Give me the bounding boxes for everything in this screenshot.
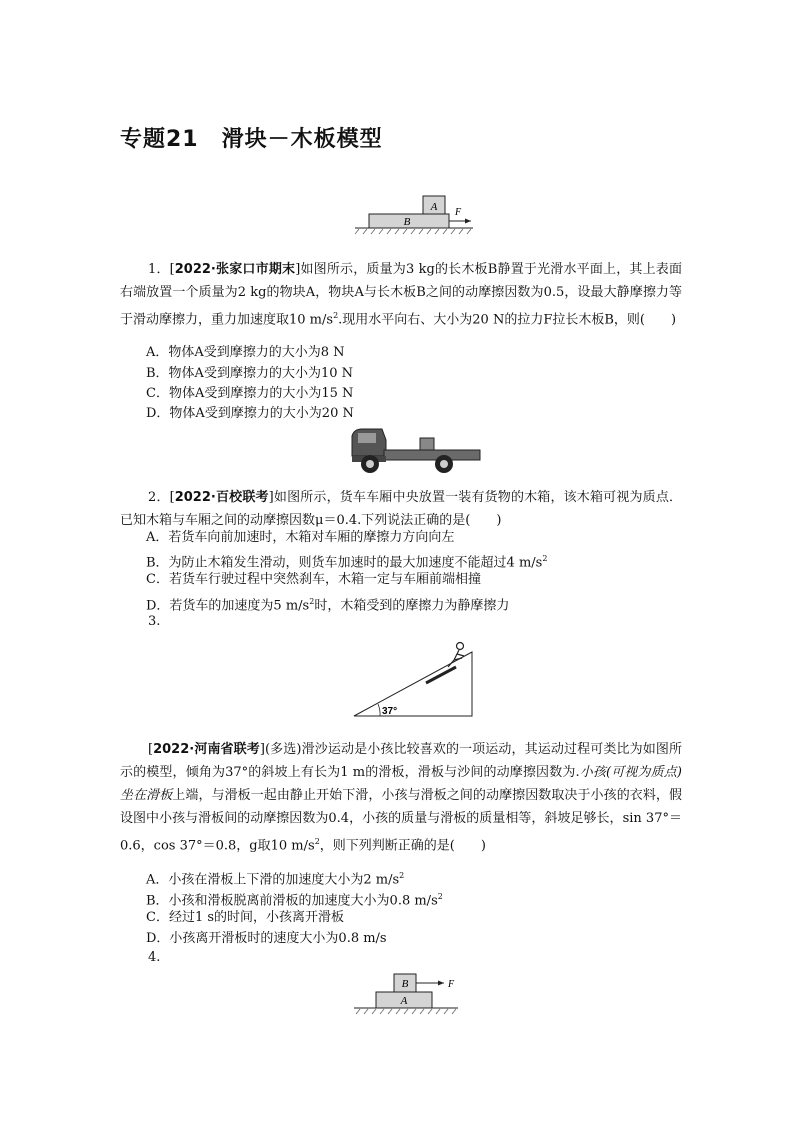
q3-option-d: D．小孩离开滑板时的速度大小为0.8 m/s — [146, 931, 387, 946]
q2-option-c: C．若货车行驶过程中突然刹车，木箱一定与车厢前端相撞 — [146, 572, 481, 587]
q2-option-a: A．若货车向前加速时，木箱对车厢的摩擦力方向向左 — [146, 530, 455, 545]
label-a: A — [400, 995, 408, 1007]
q2-option-d: D．若货车的加速度为5 $m/s^2$时，木箱受到的摩擦力为静摩擦力 — [146, 597, 510, 614]
q3-option-c: C．经过1 s的时间，小孩离开滑板 — [146, 910, 345, 925]
label-b: B — [401, 978, 409, 990]
question-source: 2022·百校联考 — [174, 490, 269, 505]
figure-block-on-board — [355, 192, 475, 240]
q1-option-b: B．物体A受到摩擦力的大小为10 N — [146, 366, 353, 381]
incline-slope — [354, 652, 472, 716]
q3-option-a: A．小孩在滑板上下滑的加速度大小为2 $m/s^2$ — [146, 871, 405, 888]
q2-option-b: B．为防止木箱发生滑动，则货车加速时的最大加速度不能超过4 $m/s^2$ — [146, 554, 548, 571]
cargo-box — [420, 438, 434, 450]
q1-option-d: D．物体A受到摩擦力的大小为20 N — [146, 406, 354, 421]
figure-stacked-blocks — [352, 972, 462, 1016]
label-a: A — [430, 201, 438, 213]
q1-option-a: A．物体A受到摩擦力的大小为8 N — [146, 345, 345, 360]
question-2-stem: 2．[2022·百校联考]如图所示，货车车厢中央放置一装有货物的木箱，该木箱可视为质点．已知木箱与车厢之间的动摩擦因数μ＝0.4.下列说法正确的是( ) — [120, 490, 682, 528]
question-4-number: 4. — [148, 950, 161, 965]
truck-bed — [384, 450, 480, 460]
question-3-number: 3. — [148, 614, 161, 629]
angle-label: 37° — [382, 706, 398, 717]
q3-option-b: B．小孩和滑板脱离前滑板的加速度大小为0.8 $m/s^2$ — [146, 892, 443, 909]
figure-truck — [348, 426, 482, 476]
label-f: F — [455, 207, 462, 218]
q1-option-c: C．物体A受到摩擦力的大小为15 N — [146, 386, 354, 401]
question-3-stem: [2022·河南省联考](多选)滑沙运动是小孩比较喜欢的一项运动，其运动过程可类比为如图所示的模型，倾角为37°的斜坡上有长为1 m的滑板，滑板与沙间的动摩擦因数为.小孩(可视为质点)坐在滑板上端，与滑板一起由静止开始下滑，小孩与滑板之间的动摩擦因数取决于小孩的衣料，假设图中小孩与滑板间的动摩擦因数为0.4，小孩的质量与滑板的质量相等，斜坡足够长，sin 37°＝0.6，cos 37°＝0.8，g取10 $m/s^2$，则下列判断正确的是( ) — [120, 742, 682, 854]
page-title: 专题21 滑块－木板模型 — [120, 127, 383, 152]
figure-incline — [350, 634, 476, 722]
question-source: 2022·张家口市期末 — [174, 262, 296, 277]
question-source: 2022·河南省联考 — [153, 742, 260, 757]
label-b: B — [403, 216, 411, 228]
question-1-stem: 1．[2022·张家口市期末]如图所示，质量为3 kg的长木板B静置于光滑水平面上，其上表面右端放置一个质量为2 kg的物块A，物块A与长木板B之间的动摩擦因数为0.5，设最大静摩擦力等于滑动摩擦力，重力加速度取10 $m/s^2$.现用水平向右、大小为20 N的拉力F拉长木板B，则( ) — [120, 262, 682, 328]
label-f: F — [448, 979, 455, 990]
